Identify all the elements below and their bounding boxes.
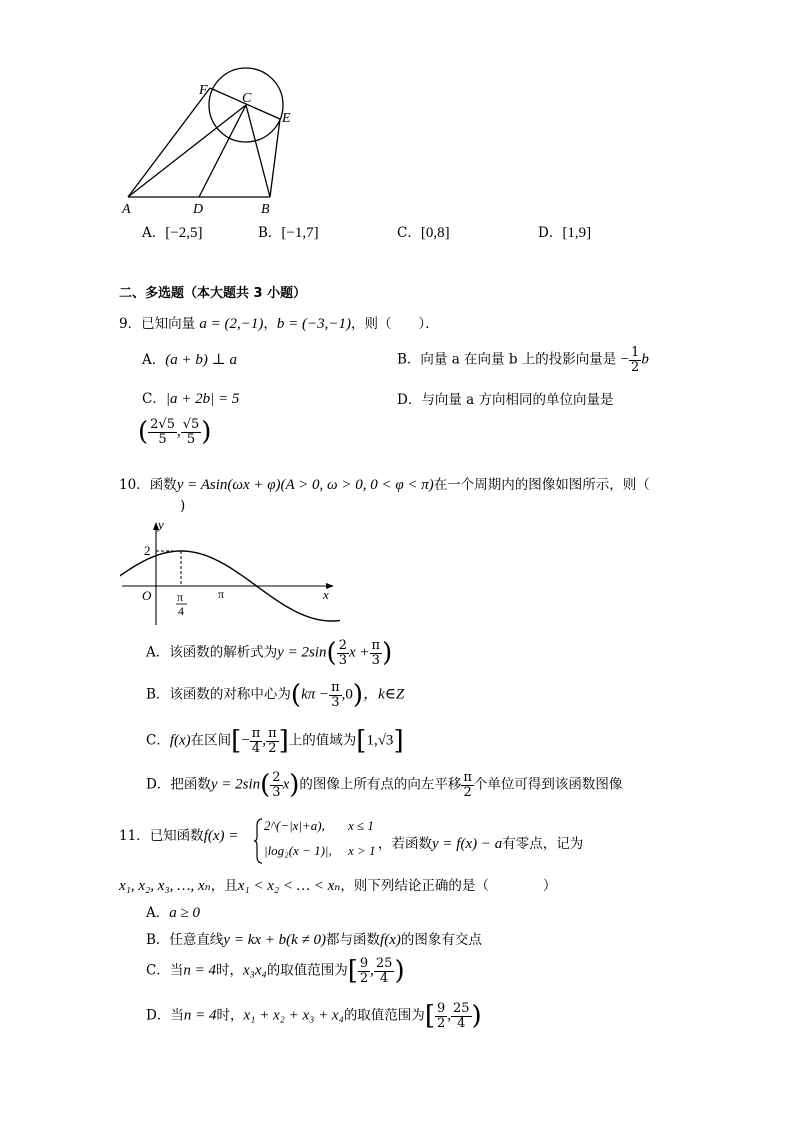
q11-stem-cont: ，若函数y = f(x) − a有零点，记为 [378, 836, 584, 852]
q9-option-b: B．向量 a 在向量 b 上的投影向量是 − $\frac{1}{2}$ b [397, 345, 649, 375]
ymax-label: 2 [144, 543, 151, 558]
q11-stem: 11．已知函数f(x) = [119, 828, 239, 844]
q10-option-c: C．f(x)在区间[− $\frac{\pi}{4}$ , $\frac{\pi}{2}$ ]上的值域为[1,√3] [146, 726, 404, 757]
q9-option-a: A．(a + b) ⊥ a [142, 352, 237, 368]
label-E: E [282, 111, 291, 126]
label-C: C [242, 91, 252, 106]
q9-stem: 9．已知向量 a = (2,−1)，b = (−3,−1)，则（ ）． [119, 316, 439, 332]
section-title: 二、多选题（本大题共 3 小题） [119, 286, 307, 301]
q8-option-d: D．[1,9] [538, 225, 592, 241]
q11-option-d: D．当n = 4时，x₁ + x₂ + x₃ + x₄的取值范围为[ $\frac{9}{2}$ , $\frac{25}{4}$ ) [146, 1001, 482, 1032]
q9-option-c: C．|a + 2b| = 5 [142, 391, 240, 407]
tick-pi4-num: π [177, 590, 184, 604]
q11-case2: |log₂(x − 1)|, [264, 843, 332, 858]
tick-pi: π [218, 587, 225, 601]
q11-cond2: x > 1 [348, 843, 376, 858]
q10-stem-close: ) [180, 498, 186, 514]
axis-x-label: x [323, 587, 329, 602]
q11-cond1: x ≤ 1 [348, 818, 374, 833]
q9-option-d: D．与向量 a 方向相同的单位向量是 [397, 392, 614, 408]
q8-option-b: B．[−1,7] [258, 225, 319, 241]
tick-pi4-den: 4 [178, 604, 184, 618]
geometry-figure [110, 60, 310, 220]
label-D: D [193, 202, 204, 217]
q11-option-b: B．任意直线y = kx + b(k ≠ 0)都与函数f(x)的图象有交点 [146, 932, 482, 948]
label-F: F [199, 83, 208, 98]
q10-option-d: D．把函数y = 2sin( $\frac{2}{3}$ x)的图像上所有点的向左平移 $\frac{\pi}{2}$ 个单位可得到该函数图像 [146, 770, 623, 801]
piecewise-brace [254, 818, 264, 864]
q11-option-c: C．当n = 4时，x₃x₄的取值范围为[ $\frac{9}{2}$ , $\frac{25}{4}$ ) [146, 956, 405, 987]
q8-option-c: C．[0,8] [397, 225, 450, 241]
q9-option-d-vector: ( $\frac{2√5}{5}$ , $\frac{√5}{5}$ ) [138, 417, 212, 448]
q10-option-b: B．该函数的对称中心为(kπ − $\frac{\pi}{3}$ ,0)，k∈Z [146, 680, 405, 711]
sine-graph [120, 515, 340, 630]
q10-stem: 10．函数y = Asin(ωx + φ)(A > 0, ω > 0, 0 < φ < π)在一个周期内的图像如图所示，则（ [119, 477, 650, 493]
q11-stem-line2: x₁, x₂, x₃, …, xₙ，且x₁ < x₂ < … < xₙ，则下列结论正确的是（ ） [119, 878, 557, 894]
q8-option-a: A．[−2,5] [142, 225, 203, 241]
axis-y-label: y [158, 517, 164, 532]
q11-option-a: A．a ≥ 0 [146, 905, 200, 921]
origin-label: O [142, 588, 152, 603]
label-B: B [261, 202, 270, 217]
q11-case1: 2^(−|x|+a), [264, 818, 325, 833]
label-A: A [122, 202, 131, 217]
q10-option-a: A．该函数的解析式为y = 2sin( $\frac{2}{3}$ x + $\frac{\pi}{3}$ ) [146, 638, 393, 669]
